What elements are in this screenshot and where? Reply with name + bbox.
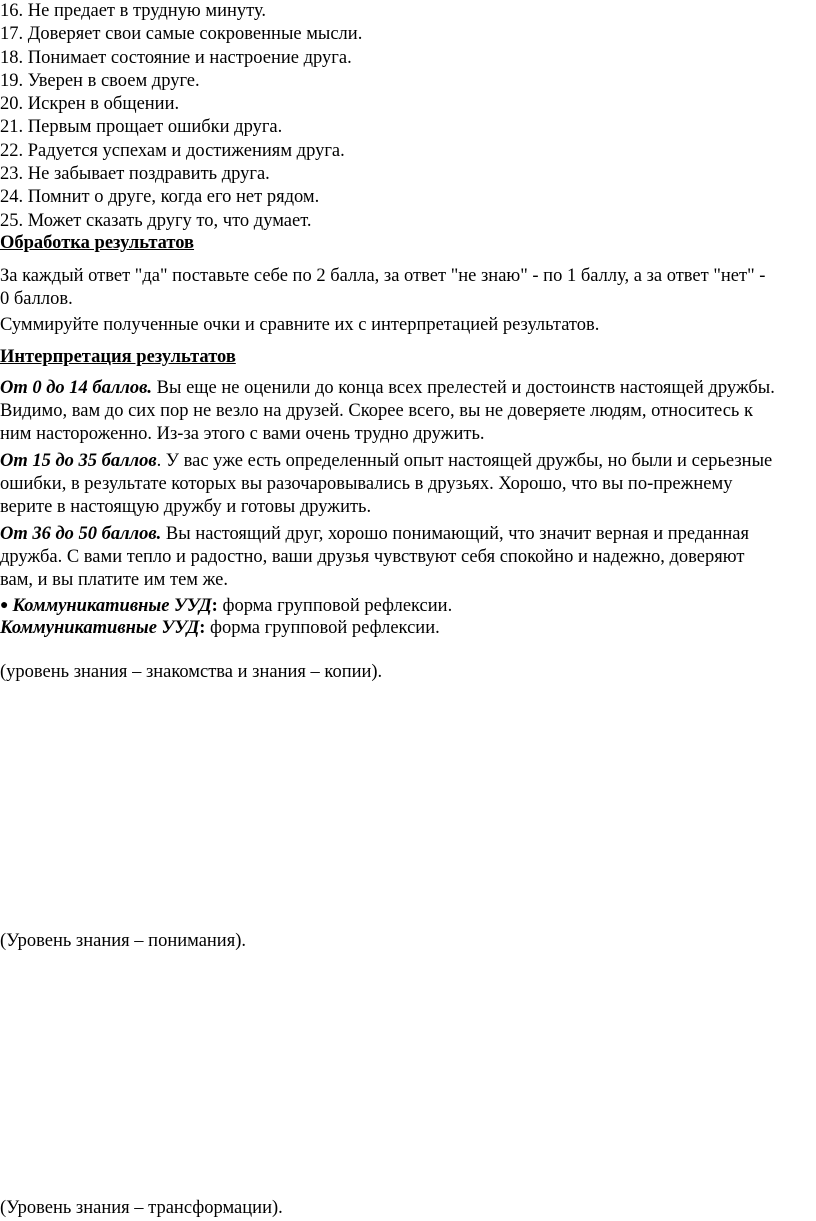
list-item: 25. Может сказать другу то, что думает. xyxy=(0,210,312,231)
list-item: 23. Не забывает поздравить друга. xyxy=(0,164,270,185)
list-item: 17. Доверяет свои самые сокровенные мысли. xyxy=(0,24,363,45)
range-line: верите в настоящую дружбу и готовы дружить. xyxy=(0,497,372,517)
uud-label: Коммуникативные УУД xyxy=(0,618,200,638)
range-line: вам, и вы платите им тем же. xyxy=(0,570,228,590)
list-item: 18. Понимает состояние и настроение друга. xyxy=(0,47,352,68)
range-line xyxy=(0,377,816,400)
uud-text: форма групповой рефлексии. xyxy=(217,596,453,616)
range-text: . У вас уже есть определенный опыт настоящей дружбы, но были и серьезные xyxy=(156,451,773,471)
list-item: 22. Радуется успехам и достижениям друга. xyxy=(0,140,345,161)
interpretation-heading: Интерпретация результатов xyxy=(0,347,236,367)
bullet-icon: ● xyxy=(0,598,9,613)
interpretation-range-1 xyxy=(0,377,816,446)
interpretation-range-3 xyxy=(0,523,816,592)
uud-bulleted-line xyxy=(0,594,816,618)
range-line xyxy=(0,450,816,473)
summary-paragraph: Суммируйте полученные очки и сравните их с интерпретацией результатов. xyxy=(0,315,600,335)
uud-label: Коммуникативные УУД xyxy=(12,596,212,616)
list-item: 24. Помнит о друге, когда его нет рядом. xyxy=(0,187,320,208)
list-item: 21. Первым прощает ошибки друга. xyxy=(0,117,283,138)
scoring-paragraph xyxy=(0,265,816,311)
range-text: Вы настоящий друг, хорошо понимающий, что значит верная и преданная xyxy=(161,524,749,544)
level-understanding: (Уровень знания – понимания). xyxy=(0,931,247,951)
uud-colon: : xyxy=(199,618,206,638)
list-item: 20. Искрен в общении. xyxy=(0,94,180,115)
range-label: От 15 до 35 баллов xyxy=(0,451,157,471)
uud-line xyxy=(0,617,816,640)
scoring-line: За каждый ответ "да" поставьте себе по 2 балла, за ответ "не знаю" - по 1 баллу, а за ответ "нет" - xyxy=(0,266,766,286)
range-line: ошибки, в результате которых вы разочаровывались в друзьях. Хорошо, что вы по-прежнему xyxy=(0,474,733,494)
uud-colon: : xyxy=(211,596,218,616)
range-text: Вы еще не оценили до конца всех прелестей и достоинств настоящей дружбы. xyxy=(152,378,775,398)
criteria-list xyxy=(0,0,810,233)
range-line: ним настороженно. Из-за этого с вами очень трудно дружить. xyxy=(0,424,485,444)
range-line xyxy=(0,523,816,546)
interpretation-range-2 xyxy=(0,450,816,519)
processing-heading: Обработка результатов xyxy=(0,233,195,253)
range-label: От 36 до 50 баллов. xyxy=(0,524,162,544)
range-line: Видимо, вам до сих пор не везло на друзей. Скорее всего, вы не доверяете людям, относитесь к xyxy=(0,401,753,421)
range-line: дружба. С вами тепло и радостно, ваши друзья чувствуют себя спокойно и надежно, доверяют xyxy=(0,547,745,567)
range-label: От 0 до 14 баллов. xyxy=(0,378,153,398)
list-item: 16. Не предает в трудную минуту. xyxy=(0,1,267,21)
list-item: 19. Уверен в своем друге. xyxy=(0,70,200,91)
level-knowledge-copy: (уровень знания – знакомства и знания – копии). xyxy=(0,662,383,682)
uud-text: форма групповой рефлексии. xyxy=(205,618,440,638)
level-transformation: (Уровень знания – трансформации). xyxy=(0,1198,283,1218)
scoring-line: 0 баллов. xyxy=(0,289,73,309)
